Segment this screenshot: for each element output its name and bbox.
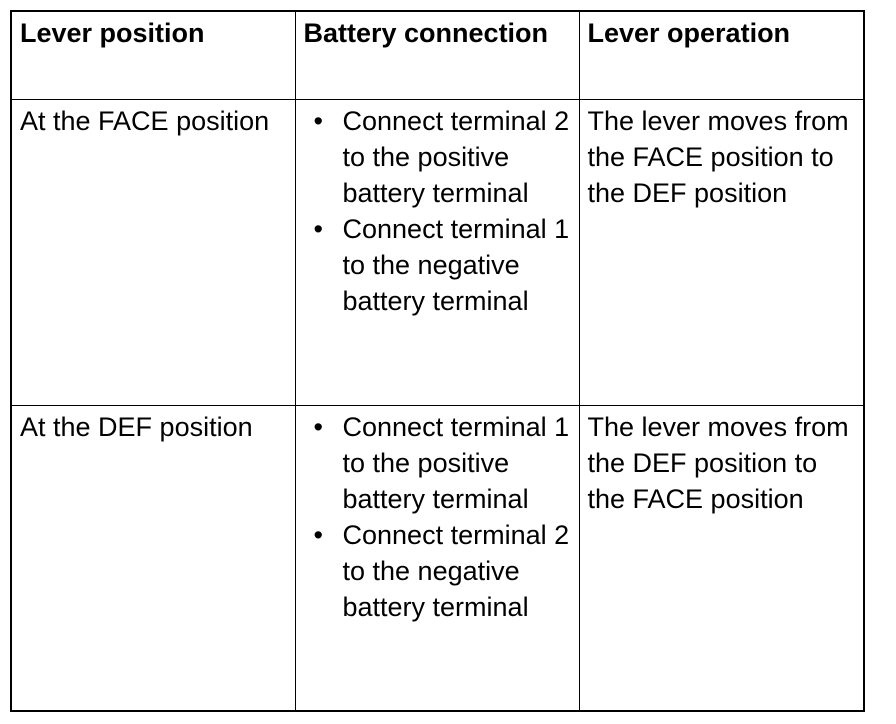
connection-text: Connect terminal 2 to the positive battery terminal — [342, 105, 570, 208]
cell-lever-operation: The lever moves from the DEF position to the FACE position — [579, 405, 864, 711]
list-item — [304, 211, 571, 319]
header-lever-position: Lever position — [11, 11, 295, 99]
list-item — [304, 103, 571, 211]
bullet-icon: • — [313, 519, 323, 550]
connection-list — [304, 103, 571, 319]
cell-lever-position: At the FACE position — [11, 99, 295, 405]
cell-lever-operation: The lever moves from the FACE position to the DEF position — [579, 99, 864, 405]
header-lever-operation: Lever operation — [579, 11, 864, 99]
list-item — [304, 517, 571, 625]
table-row — [11, 99, 864, 405]
connection-text: Connect terminal 1 to the positive battery terminal — [342, 411, 570, 514]
connection-text: Connect terminal 2 to the negative battery terminal — [342, 519, 570, 622]
connection-text: Connect terminal 1 to the negative battery terminal — [342, 213, 570, 316]
list-item — [304, 409, 571, 517]
table-header-row — [11, 11, 864, 99]
header-battery-connection: Battery connection — [295, 11, 579, 99]
cell-battery-connection — [295, 405, 579, 711]
table-row — [11, 405, 864, 711]
connection-list — [304, 409, 571, 625]
lever-operation-table — [10, 10, 865, 712]
cell-battery-connection — [295, 99, 579, 405]
bullet-icon: • — [313, 213, 323, 244]
cell-lever-position: At the DEF position — [11, 405, 295, 711]
bullet-icon: • — [313, 411, 323, 442]
bullet-icon: • — [313, 105, 323, 136]
